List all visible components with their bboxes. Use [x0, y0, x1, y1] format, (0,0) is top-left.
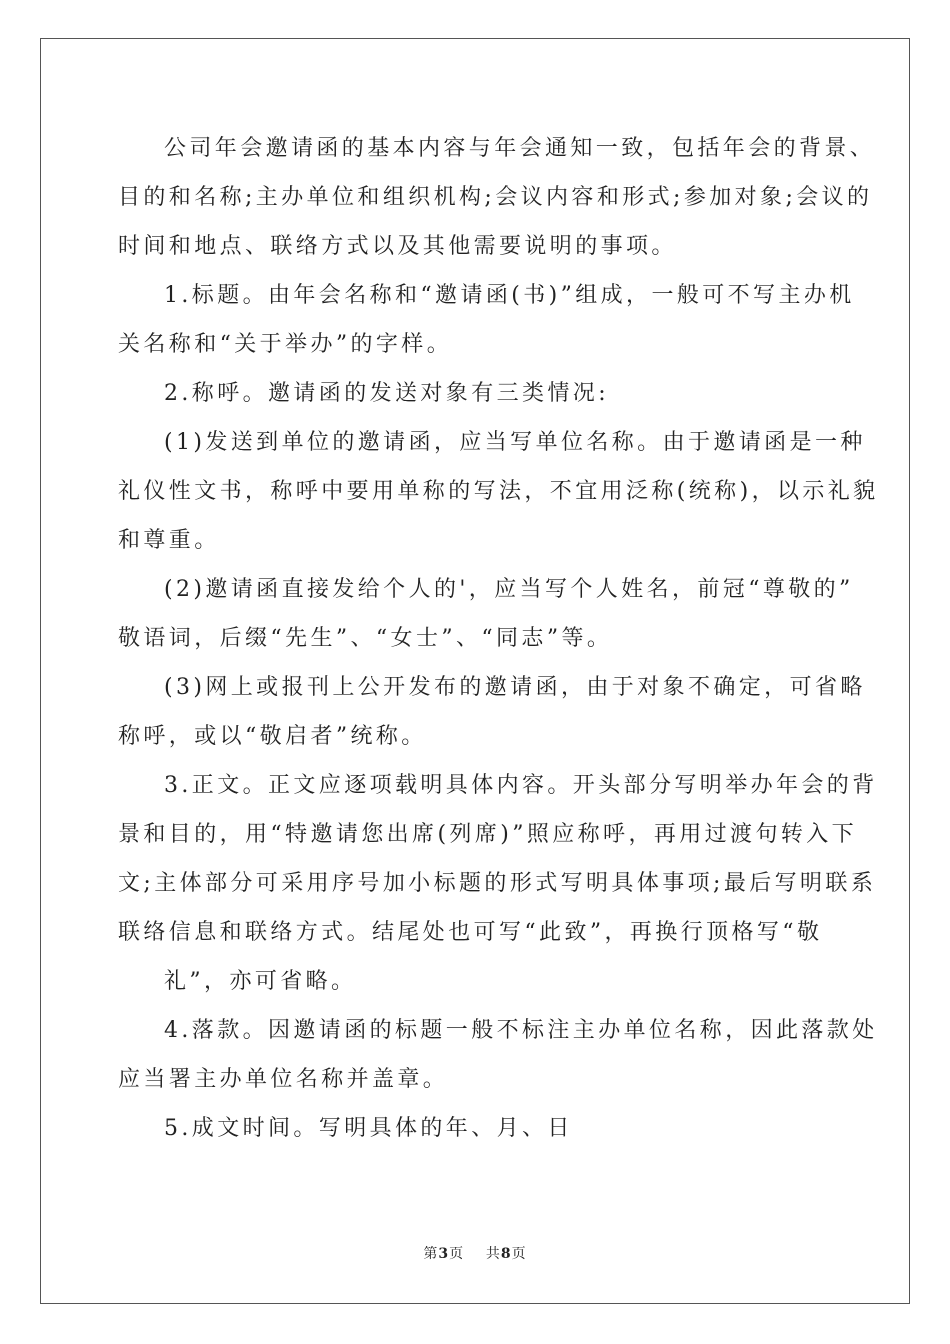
text-line: (1)发送到单位的邀请函，应当写单位名称。由于邀请函是一种	[164, 430, 866, 455]
text-line: 联络信息和联络方式。结尾处也可写“此致”，再换行顶格写“敬	[118, 920, 823, 945]
text-line: 礼”，亦可省略。	[164, 969, 357, 994]
page-number-label: 第3页	[423, 1246, 465, 1262]
document-body	[118, 124, 879, 1153]
text-line: (2)邀请函直接发给个人的'，应当写个人姓名，前冠“尊敬的”	[164, 577, 854, 602]
text-line: 公司年会邀请函的基本内容与年会通知一致，包括年会的背景、	[164, 136, 876, 161]
text-line: 5.成文时间。写明具体的年、月、日	[164, 1116, 573, 1141]
text-line: 关名称和“关于举办”的字样。	[118, 332, 453, 357]
page-total-label: 共8页	[485, 1246, 527, 1262]
text-line: 1.标题。由年会名称和“邀请函(书)”组成，一般可不写主办机	[164, 283, 855, 308]
page-footer	[0, 1243, 950, 1263]
text-line: 和尊重。	[118, 528, 220, 553]
text-line: 目的和名称;主办单位和组织机构;会议内容和形式;参加对象;会议的	[118, 185, 873, 210]
text-line: 时间和地点、联络方式以及其他需要说明的事项。	[118, 234, 677, 259]
text-line: 礼仪性文书，称呼中要用单称的写法，不宜用泛称(统称)，以示礼貌	[118, 479, 879, 504]
text-line: 应当署主办单位名称并盖章。	[118, 1067, 449, 1092]
text-line: 3.正文。正文应逐项载明具体内容。开头部分写明举办年会的背	[164, 773, 878, 798]
text-line: 景和目的，用“特邀请您出席(列席)”照应称呼，再用过渡句转入下	[118, 822, 858, 847]
text-line: 敬语词，后缀“先生”、“女士”、“同志”等。	[118, 626, 613, 651]
text-line: 2.称呼。邀请函的发送对象有三类情况:	[164, 381, 610, 406]
text-line: (3)网上或报刊上公开发布的邀请函，由于对象不确定，可省略	[164, 675, 866, 700]
text-line: 文;主体部分可采用序号加小标题的形式写明具体事项;最后写明联系	[118, 871, 877, 896]
text-line: 称呼，或以“敬启者”统称。	[118, 724, 427, 749]
text-line: 4.落款。因邀请函的标题一般不标注主办单位名称，因此落款处	[164, 1018, 878, 1043]
